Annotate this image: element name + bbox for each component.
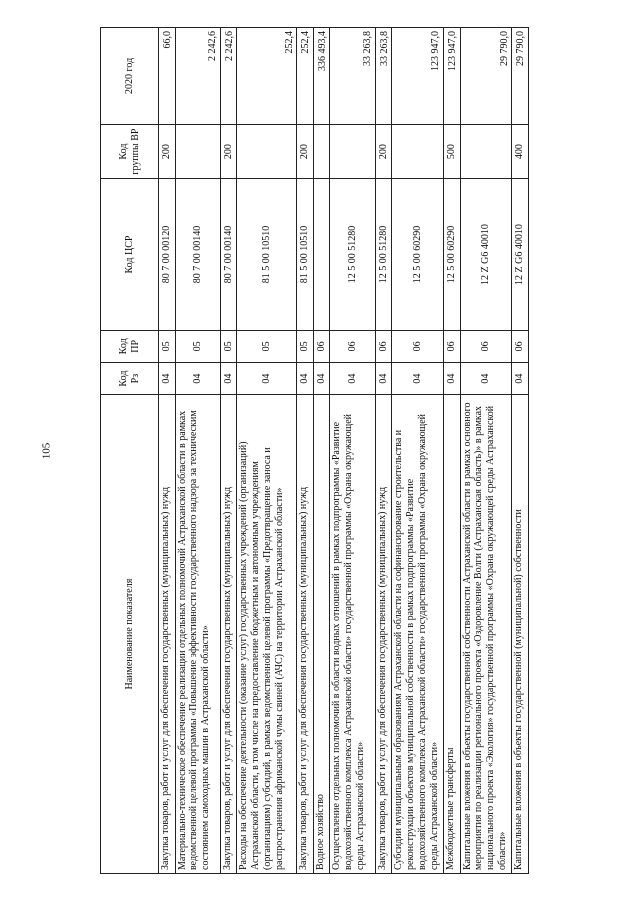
table-row: [392, 28, 444, 874]
row-rz: 04: [512, 362, 529, 394]
row-pr: 05: [159, 330, 176, 362]
row-name: Закупка товаров, работ и услуг для обеспечения государственных (муниципальных) нужд: [297, 395, 314, 874]
row-csr: 12 5 00 60290: [444, 179, 461, 330]
row-pr: 05: [297, 330, 314, 362]
table-row: [330, 28, 375, 874]
row-rz: 04: [460, 362, 512, 394]
row-pr: 06: [313, 330, 330, 362]
row-csr: [313, 179, 330, 330]
row-value: 2 242,6: [220, 28, 237, 125]
row-name: Расходы на обеспечение деятельности (оказание услуг) государственных учреждений (организаций) Астраханской области, в том числе на предоставление бюджетным и автономным учреждениям (организациям) субсидий, в рамках ведомственной целевой программы «Предотвращение заноса и распространения африканской чумы свиней (АЧС) на территории Астраханской области»: [237, 395, 297, 874]
row-value: 2 242,6: [175, 28, 220, 125]
row-pr: 05: [175, 330, 220, 362]
row-rz: 04: [159, 362, 176, 394]
header-csr: Код ЦСР: [101, 179, 159, 330]
row-pr: 06: [330, 330, 375, 362]
row-name: Осуществление отдельных полномочий в области водных отношений в рамках подпрограммы «Развитие водохозяйственного комплекса Астраханской области» государственной программы «Охрана окружающей среды Астраханской области»: [330, 395, 375, 874]
row-rz: 04: [175, 362, 220, 394]
header-name: Наименование показателя: [101, 395, 159, 874]
row-vr: [175, 124, 220, 179]
row-value: 123 947,0: [392, 28, 444, 125]
row-name: Межбюджетные трансферты: [444, 395, 461, 874]
row-value: 33 263,8: [375, 28, 392, 125]
row-vr: 200: [220, 124, 237, 179]
row-vr: 400: [512, 124, 529, 179]
row-pr: 06: [444, 330, 461, 362]
row-csr: 12 Z G6 40010: [512, 179, 529, 330]
row-name: Закупка товаров, работ и услуг для обеспечения государственных (муниципальных) нужд: [159, 395, 176, 874]
row-pr: 06: [375, 330, 392, 362]
row-vr: [460, 124, 512, 179]
row-vr: 200: [297, 124, 314, 179]
header-row: [101, 28, 159, 874]
row-rz: 04: [444, 362, 461, 394]
row-name: Капитальные вложения в объекты государственной (муниципальной) собственности: [512, 395, 529, 874]
page-number: 105: [40, 442, 53, 460]
row-csr: 12 Z G6 40010: [460, 179, 512, 330]
table-row: [444, 28, 461, 874]
row-vr: 200: [375, 124, 392, 179]
row-vr: 500: [444, 124, 461, 179]
row-csr: 80 7 00 00140: [175, 179, 220, 330]
row-pr: 06: [460, 330, 512, 362]
table-row: [313, 28, 330, 874]
row-csr: 81 5 00 10510: [297, 179, 314, 330]
row-csr: 80 7 00 00120: [159, 179, 176, 330]
row-name: Закупка товаров, работ и услуг для обеспечения государственных (муниципальных) нужд: [220, 395, 237, 874]
row-value: 66,0: [159, 28, 176, 125]
table-row: [220, 28, 237, 874]
header-pr: Код ПР: [101, 330, 159, 362]
row-rz: 04: [220, 362, 237, 394]
table-row: [460, 28, 512, 874]
table-row: [159, 28, 176, 874]
rotated-page: [100, 27, 529, 874]
row-vr: [237, 124, 297, 179]
table-row: [237, 28, 297, 874]
budget-table: [100, 27, 529, 874]
table-row: [375, 28, 392, 874]
row-vr: [330, 124, 375, 179]
row-value: 252,4: [297, 28, 314, 125]
table-body: [159, 28, 529, 874]
header-year: 2020 год: [101, 28, 159, 125]
header-vr: Код группы ВР: [101, 124, 159, 179]
row-csr: 80 7 00 00140: [220, 179, 237, 330]
row-name: Материально-техническое обеспечение реализации отдельных полномочий Астраханской области в рамках ведомственной целевой программы «Повышение эффективности государственного надзора за техническим состоянием самоходных машин в Астраханской области»: [175, 395, 220, 874]
row-vr: [313, 124, 330, 179]
table-row: [297, 28, 314, 874]
row-pr: 06: [392, 330, 444, 362]
row-vr: 200: [159, 124, 176, 179]
row-csr: 81 5 00 10510: [237, 179, 297, 330]
table-row: [512, 28, 529, 874]
row-rz: 04: [313, 362, 330, 394]
row-pr: 06: [512, 330, 529, 362]
row-value: 33 263,8: [330, 28, 375, 125]
table-row: [175, 28, 220, 874]
row-value: 252,4: [237, 28, 297, 125]
header-rz: Код Рз: [101, 362, 159, 394]
row-name: Водное хозяйство: [313, 395, 330, 874]
row-rz: 04: [237, 362, 297, 394]
row-value: 336 493,4: [313, 28, 330, 125]
row-csr: 12 5 00 60290: [392, 179, 444, 330]
row-csr: 12 5 00 51280: [375, 179, 392, 330]
row-value: 29 790,0: [460, 28, 512, 125]
row-name: Закупка товаров, работ и услуг для обеспечения государственных (муниципальных) нужд: [375, 395, 392, 874]
row-rz: 04: [375, 362, 392, 394]
row-rz: 04: [297, 362, 314, 394]
row-rz: 04: [392, 362, 444, 394]
row-value: 123 947,0: [444, 28, 461, 125]
row-csr: 12 5 00 51280: [330, 179, 375, 330]
row-value: 29 790,0: [512, 28, 529, 125]
row-pr: 05: [237, 330, 297, 362]
row-vr: [392, 124, 444, 179]
row-name: Капитальные вложения в объекты государственной собственности Астраханской области в рамках основного мероприятия по реализации регионального проекта «Оздоровление Волги (Астраханская область)» в рамках национального проекта «Экология» государственной программы «Охрана окружающей среды Астраханской области»: [460, 395, 512, 874]
row-rz: 04: [330, 362, 375, 394]
row-name: Субсидии муниципальным образованиям Астраханской области на софинансирование строительства и реконструкции объектов муниципальной собственности в рамках подпрограммы «Развитие водохозяйственного комплекса Астраханской области» государственной программы «Охрана окружающей среды Астраханской области»: [392, 395, 444, 874]
row-pr: 05: [220, 330, 237, 362]
